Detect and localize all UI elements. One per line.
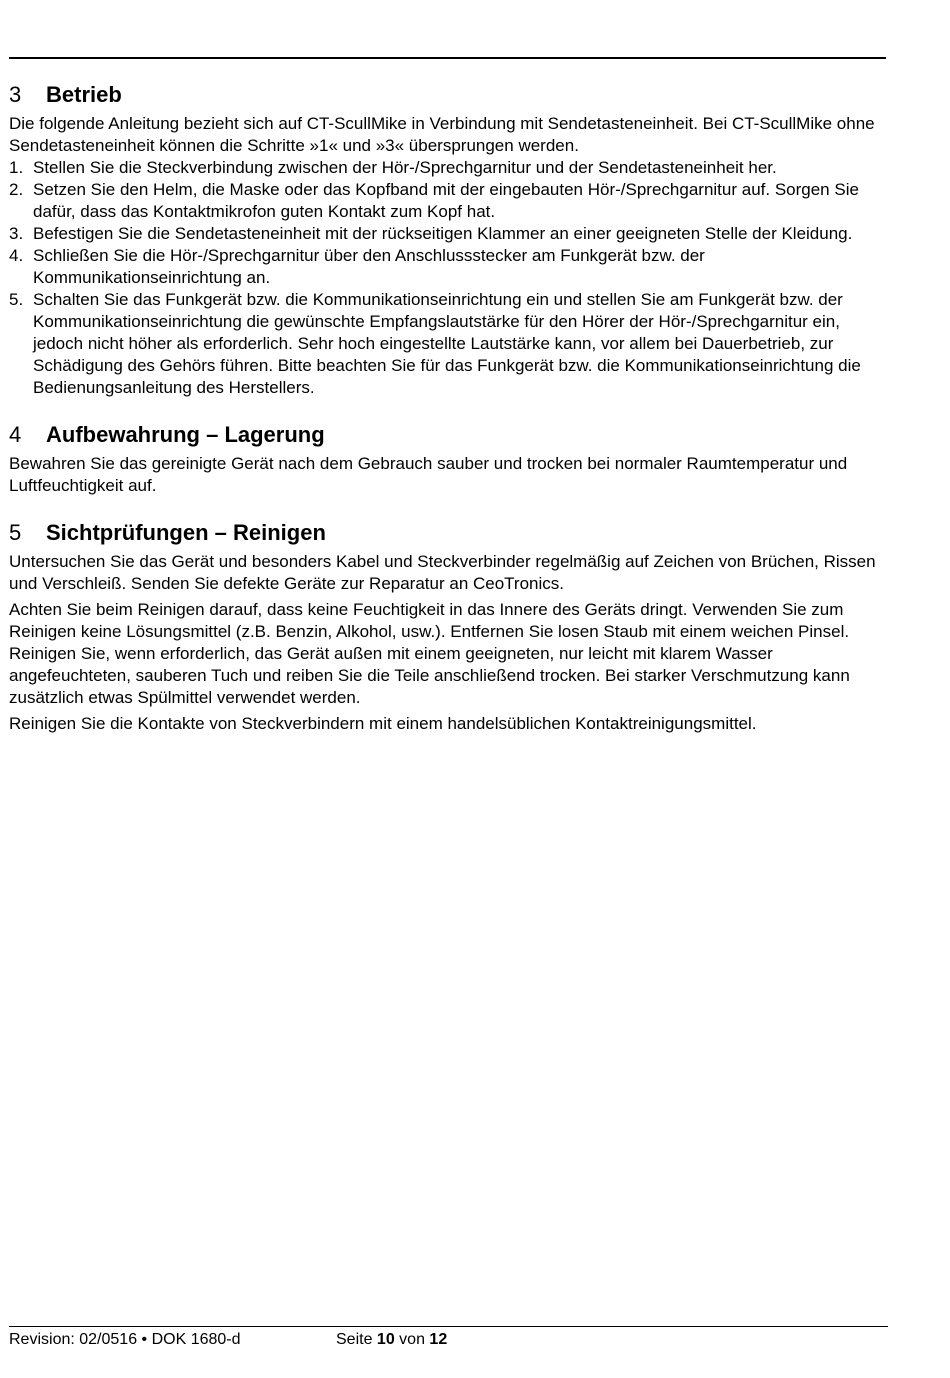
page-between: von — [399, 1331, 425, 1348]
paragraph: Bewahren Sie das gereinigte Gerät nach dem Gebrauch sauber und trocken bei normaler Raumtemperatur und Luftfeuchtigkeit auf. — [9, 454, 848, 495]
step-text: Schließen Sie die Hör-/Sprechgarnitur über den Anschlussstecker am Funkgerät bzw. der Kommunikationseinrichtung an. — [33, 246, 705, 287]
step-text: Setzen Sie den Helm, die Maske oder das Kopfband mit der eingebauten Hör-/Sprechgarnitur auf. Sorgen Sie dafür, dass das Kontaktmikrofon guten Kontakt zum Kopf hat. — [33, 180, 859, 221]
paragraph: Untersuchen Sie das Gerät und besonders Kabel und Steckverbinder regelmäßig auf Zeichen von Brüchen, Rissen und Verschleiß. Senden Sie defekte Geräte zur Reparatur an CeoTronics. — [9, 552, 876, 593]
list-item — [9, 179, 889, 223]
revision-info: Revision: 02/0516 • DOK 1680-d — [9, 1331, 241, 1348]
step-text: Stellen Sie die Steckverbindung zwischen der Hör-/Sprechgarnitur und der Sendetasteneinheit her. — [33, 158, 777, 177]
page-prefix: Seite — [336, 1331, 373, 1348]
step-text: Schalten Sie das Funkgerät bzw. die Kommunikationseinrichtung ein und stellen Sie am Funkgerät bzw. der Kommunikationseinrichtung die gewünschte Empfangslautstärke für den Hörer der Hör-/Sprechgarnitur ein, jedoch nicht höher als erforderlich. Sehr hoch eingestellte Lautstärke kann, vor allem bei Dauerbetrieb, zur Schädigung des Gehörs führen. Bitte beachten Sie für das Funkgerät bzw. die Kommunikationseinrichtung die Bedienungsanleitung des Herstellers. — [33, 290, 861, 397]
section-heading — [9, 419, 889, 451]
page-number — [336, 1330, 447, 1350]
step-text: Befestigen Sie die Sendetasteneinheit mit der rückseitigen Klammer an einer geeigneten Stelle der Kleidung. — [33, 224, 853, 243]
section-number: 4 — [9, 422, 22, 447]
section-sichtpruefungen — [9, 517, 889, 735]
section-heading — [9, 79, 889, 111]
page-footer — [9, 1330, 448, 1350]
step-list — [9, 157, 889, 399]
list-item — [9, 223, 889, 245]
paragraph: Achten Sie beim Reinigen darauf, dass keine Feuchtigkeit in das Innere des Geräts dringt. Verwenden Sie zum Reinigen keine Lösungsmittel (z.B. Benzin, Alkohol, usw.). Entfernen Sie losen Staub mit einem weichen Pinsel. Reinigen Sie, wenn erforderlich, das Gerät außen mit einem geeigneten, nur leicht mit klarem Wasser angefeuchteten, sauberen Tuch und reiben Sie die Teile anschließend trocken. Bei starker Verschmutzung kann zusätzlich etwas Spülmittel verwendet werden. — [9, 600, 850, 707]
section-title: Aufbewahrung – Lagerung — [46, 422, 325, 447]
section-heading — [9, 517, 889, 549]
section-number: 5 — [9, 520, 22, 545]
footer-divider — [9, 1326, 888, 1327]
step-number: 4. — [9, 246, 24, 265]
step-number: 3. — [9, 224, 24, 243]
list-item — [9, 245, 889, 289]
list-item — [9, 289, 889, 399]
header-divider — [9, 57, 886, 59]
section-number: 3 — [9, 82, 22, 107]
page-total: 12 — [429, 1331, 448, 1348]
section-title: Betrieb — [46, 82, 122, 107]
section-title: Sichtprüfungen – Reinigen — [46, 520, 326, 545]
section-intro: Die folgende Anleitung bezieht sich auf CT-ScullMike in Verbindung mit Sendetasteneinheit. Bei CT-ScullMike ohne Sendetasteneinheit können die Schritte »1« und »3« übersprungen werden. — [9, 114, 875, 155]
step-number: 1. — [9, 158, 24, 177]
step-number: 5. — [9, 290, 24, 309]
section-betrieb — [9, 79, 889, 399]
page-current: 10 — [376, 1331, 395, 1348]
document-body — [9, 79, 889, 735]
step-number: 2. — [9, 180, 24, 199]
paragraph: Reinigen Sie die Kontakte von Steckverbindern mit einem handelsüblichen Kontaktreinigungsmittel. — [9, 714, 757, 733]
section-aufbewahrung — [9, 419, 889, 497]
list-item — [9, 157, 889, 179]
